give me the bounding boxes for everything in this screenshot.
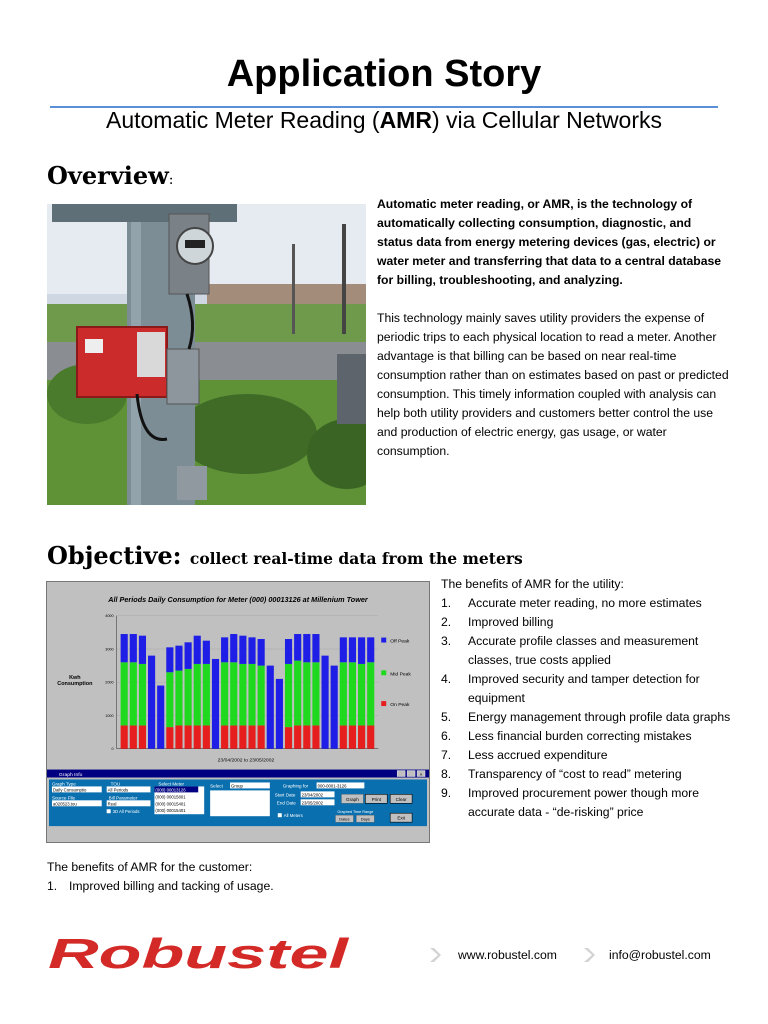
chart-bar-off-peak (185, 642, 192, 669)
list-item-text: Accurate meter reading, no more estimates (468, 596, 702, 610)
customer-benefits-heading: The benefits of AMR for the customer: (47, 860, 253, 874)
chart-bar-mid-peak (248, 664, 255, 726)
chart-bar-off-peak (312, 634, 319, 662)
list-item-text: Accurate profile classes and measurement classes, true costs applied (468, 634, 699, 667)
chart-bar-mid-peak (175, 671, 182, 726)
tou-value: All Periods (107, 787, 129, 793)
list-item-number: 3. (441, 634, 452, 648)
label-graph-type: Graph Type (51, 781, 76, 787)
chart-bar-off-peak (221, 637, 228, 662)
subtitle-post: ) via Cellular Networks (431, 107, 663, 133)
list-item (47, 877, 447, 896)
chart-bar-on-peak (367, 725, 374, 748)
exit-button-label: Exit (397, 815, 405, 821)
chart-bar-on-peak (194, 725, 201, 748)
list-item-number: 1. (441, 596, 452, 610)
window-close-icon: × (419, 773, 423, 779)
chart-y-tick: 2000 (105, 680, 114, 685)
list-item-number: 9. (441, 786, 452, 800)
website-link[interactable]: www.robustel.com (458, 948, 557, 962)
chart-bar-off-peak (175, 646, 182, 671)
robustel-logo-text: Robustel (48, 930, 351, 977)
chart-bar-mid-peak (185, 669, 192, 726)
list-item-text: Transparency of “cost to read” metering (468, 767, 682, 781)
list-item-number: 7. (441, 748, 452, 762)
legend-swatch-on-peak (381, 701, 386, 706)
utility-benefits (441, 575, 741, 822)
chart-date-range: 23/04/2002 to 23/05/2002 (217, 758, 275, 764)
chart-bar-on-peak (175, 725, 182, 748)
all-meters-checkbox[interactable] (278, 813, 282, 817)
chart-bar-off-peak (322, 656, 329, 749)
clear-button-label: Clear (395, 796, 407, 802)
legend-on-peak: On Peak (390, 703, 410, 709)
chart-bar-on-peak (130, 725, 137, 748)
graphing-for-value: 000-0001-3126 (317, 783, 347, 789)
window-minimize-button[interactable] (397, 771, 405, 777)
overview-heading-colon: : (168, 172, 174, 188)
chart-bar-off-peak (248, 637, 255, 664)
chart-bar-mid-peak (285, 664, 292, 727)
end-date-value: 23/05/2002 (301, 800, 324, 806)
list-item-number: 2. (441, 615, 452, 629)
graph-info-titlebar (47, 770, 429, 778)
chart-bar-on-peak (294, 725, 301, 748)
select-group-value: Group (231, 783, 243, 789)
list-item-number: 5. (441, 710, 452, 724)
chart-bar-off-peak (331, 666, 338, 749)
label-range: Graphed Time Range (337, 810, 374, 815)
chart-bar-off-peak (303, 634, 310, 662)
meter-item-1[interactable]: (000) 00013126 (155, 787, 186, 793)
chart-bar-off-peak (130, 634, 137, 662)
chart-ylabel-1: Kwh (69, 675, 81, 682)
chart-bar-off-peak (157, 686, 164, 749)
chart-y-tick: 1000 (105, 713, 114, 718)
chart-bar-mid-peak (340, 662, 347, 725)
source-file-value: a020523.tou (52, 801, 77, 807)
graph-button-label: Graph (346, 796, 359, 802)
chart-bar-mid-peak (294, 661, 301, 726)
meter-item-3[interactable]: (000) 00015401 (155, 801, 186, 807)
chart-bar-off-peak (139, 636, 146, 664)
customer-benefits-list (47, 877, 447, 896)
utility-benefits-list (441, 594, 741, 822)
chart-bar-on-peak (258, 725, 265, 748)
robustel-logo (46, 930, 354, 978)
list-item-number: 8. (441, 767, 452, 781)
graph-type-value: Daily Consumptio (52, 787, 87, 793)
list-item-number: 1. (47, 879, 58, 893)
chart-bar-off-peak (267, 666, 274, 749)
group-list[interactable] (210, 790, 270, 816)
chart-bar-mid-peak (358, 664, 365, 726)
list-item-text: Improved billing and tacking of usage. (69, 879, 274, 893)
list-item-text: Improved procurement power though more accurate data - “de-risking” price (468, 786, 700, 819)
label-tou: TOU (110, 781, 121, 787)
chart-bar-on-peak (285, 727, 292, 749)
chart-bar-mid-peak (130, 662, 137, 725)
list-item-number: 4. (441, 672, 452, 686)
chart-bar-on-peak (185, 725, 192, 748)
legend-mid-peak: Mid Peak (390, 672, 411, 678)
label-select: Select (210, 783, 223, 789)
chart-bar-on-peak (340, 725, 347, 748)
chevron-right-icon (428, 947, 442, 963)
label-all-periods-3d: 3D All Periods (112, 809, 140, 815)
list-item-number: 6. (441, 729, 452, 743)
label-end-date: End Date (276, 800, 296, 806)
chart-bar-on-peak (312, 725, 319, 748)
list-item (441, 613, 741, 632)
chart-bar-on-peak (121, 725, 128, 748)
chevron-right-icon (582, 947, 596, 963)
objective-subheading: collect real-time data from the meters (189, 549, 523, 568)
range-days-label: Days (360, 816, 370, 822)
overview-heading (47, 160, 173, 196)
email-link[interactable]: info@robustel.com (609, 948, 711, 962)
utility-benefits-heading: The benefits of AMR for the utility: (441, 577, 624, 591)
label-start-date: Start Date (274, 792, 296, 798)
range-dates-label: Dates (339, 816, 350, 822)
graph-info-title: Graph Info (58, 773, 83, 779)
chart-bar-mid-peak (121, 662, 128, 725)
objective-heading (47, 540, 523, 575)
chart-y-tick: 3000 (105, 647, 114, 652)
legend-off-peak: Off Peak (390, 639, 410, 645)
subtitle-bold: AMR (379, 107, 432, 133)
chart-bar-mid-peak (194, 664, 201, 726)
chart-bar-off-peak (258, 639, 265, 666)
meter-installation-photo (47, 204, 366, 505)
overview-heading-text: Overview (47, 161, 169, 190)
overview-paragraph-1: Automatic meter reading, or AMR, is the technology of automatically collecting consumption, diagnostic, and status data from energy metering devices (gas, electric) or water meter and transferring that data to a central database for billing, troubleshooting, and analyzing. (377, 197, 722, 287)
meter-item-2[interactable]: (000) 00015801 (155, 794, 186, 800)
chart-bar-on-peak (358, 725, 365, 748)
chart-bar-off-peak (340, 637, 347, 662)
list-item-text: Energy management through profile data graphs (468, 710, 731, 724)
objective-heading-text: Objective: (47, 541, 182, 570)
chart-bar-off-peak (367, 637, 374, 662)
label-graphing-for: Graphing for (282, 783, 309, 789)
list-item (441, 746, 741, 765)
chart-bar-mid-peak (312, 662, 319, 725)
chart-bar-on-peak (203, 725, 210, 748)
label-bill-parameter: Bill Parameter (108, 795, 138, 801)
list-item-text: Less accrued expenditure (468, 748, 608, 762)
chart-bar-off-peak (148, 656, 155, 749)
print-button-label: Print (371, 796, 381, 802)
chart-bar-on-peak (248, 725, 255, 748)
chart-bar-off-peak (276, 679, 283, 749)
chart-bar-off-peak (285, 639, 292, 664)
chart-bar-mid-peak (303, 662, 310, 725)
chart-bar-off-peak (349, 637, 356, 662)
list-item (441, 670, 741, 708)
chart-bar-mid-peak (258, 666, 265, 726)
list-item (441, 784, 741, 822)
chart-bar-mid-peak (166, 672, 173, 727)
label-source-file: Source File (51, 795, 76, 801)
chart-bar-on-peak (166, 727, 173, 749)
chart-title: All Periods Daily Consumption for Meter (000) 00013126 at Millenium Tower (108, 594, 368, 604)
page-subtitle (0, 105, 768, 135)
chart-bar-off-peak (203, 641, 210, 664)
chart-bar-mid-peak (367, 662, 374, 725)
chart-bar-on-peak (303, 725, 310, 748)
chart-bar-on-peak (139, 725, 146, 748)
chart-bar-on-peak (221, 725, 228, 748)
list-item-text: Improved security and tamper detection for equipment (468, 672, 700, 705)
chart-bar-off-peak (166, 647, 173, 672)
list-item-text: Less financial burden correcting mistakes (468, 729, 692, 743)
subtitle-pre: Automatic Meter Reading ( (105, 107, 380, 133)
bill-parameter-value: Real (107, 801, 117, 807)
overview-paragraph-2: This technology mainly saves utility providers the expense of periodic trips to each physical location to read a meter. Another advantage is that billing can be based on near real-time consumption rather than on estimates based on past or predicted consumption. This timely information coupled with analysis can help both utility providers and customers better control the use and production of electric energy, gas usage, or water consumption. (377, 311, 729, 458)
chart-bar-mid-peak (239, 664, 246, 726)
software-screenshot (46, 581, 430, 843)
list-item (441, 594, 741, 613)
chart-bar-mid-peak (230, 662, 237, 725)
list-item (441, 727, 741, 746)
list-item-text: Improved billing (468, 615, 554, 629)
chart-bar-mid-peak (349, 662, 356, 725)
meter-item-4[interactable]: (000) 00015401 (155, 808, 186, 814)
chart-bar-on-peak (239, 725, 246, 748)
page-title: Application Story (226, 53, 542, 95)
chart-bar-off-peak (239, 636, 246, 664)
start-date-value: 23/04/2002 (301, 792, 324, 798)
chart-bar-on-peak (230, 725, 237, 748)
all-periods-3d-checkbox[interactable] (107, 809, 111, 813)
chart-bar-mid-peak (203, 664, 210, 726)
list-item (441, 765, 741, 784)
label-select-meter: Select Meter (158, 781, 185, 787)
legend-swatch-mid-peak (381, 670, 386, 675)
chart-bar-off-peak (358, 637, 365, 664)
label-all-meters: All Meters (283, 813, 303, 819)
window-maximize-button[interactable] (407, 771, 415, 777)
chart-bar-off-peak (212, 659, 219, 749)
chart-y-tick: 4000 (105, 614, 114, 619)
list-item (441, 708, 741, 727)
chart-bar-off-peak (194, 636, 201, 664)
customer-benefits (47, 858, 447, 896)
list-item (441, 632, 741, 670)
chart-bar-off-peak (121, 634, 128, 662)
chart-bar-off-peak (294, 634, 301, 661)
legend-swatch-off-peak (381, 638, 386, 643)
chart-bar-mid-peak (221, 662, 228, 725)
chart-bar-mid-peak (139, 664, 146, 726)
chart-y-tick: 0 (111, 747, 114, 752)
chart-bar-on-peak (349, 725, 356, 748)
chart-ylabel-2: Consumption (57, 681, 93, 688)
chart-bar-off-peak (230, 634, 237, 662)
